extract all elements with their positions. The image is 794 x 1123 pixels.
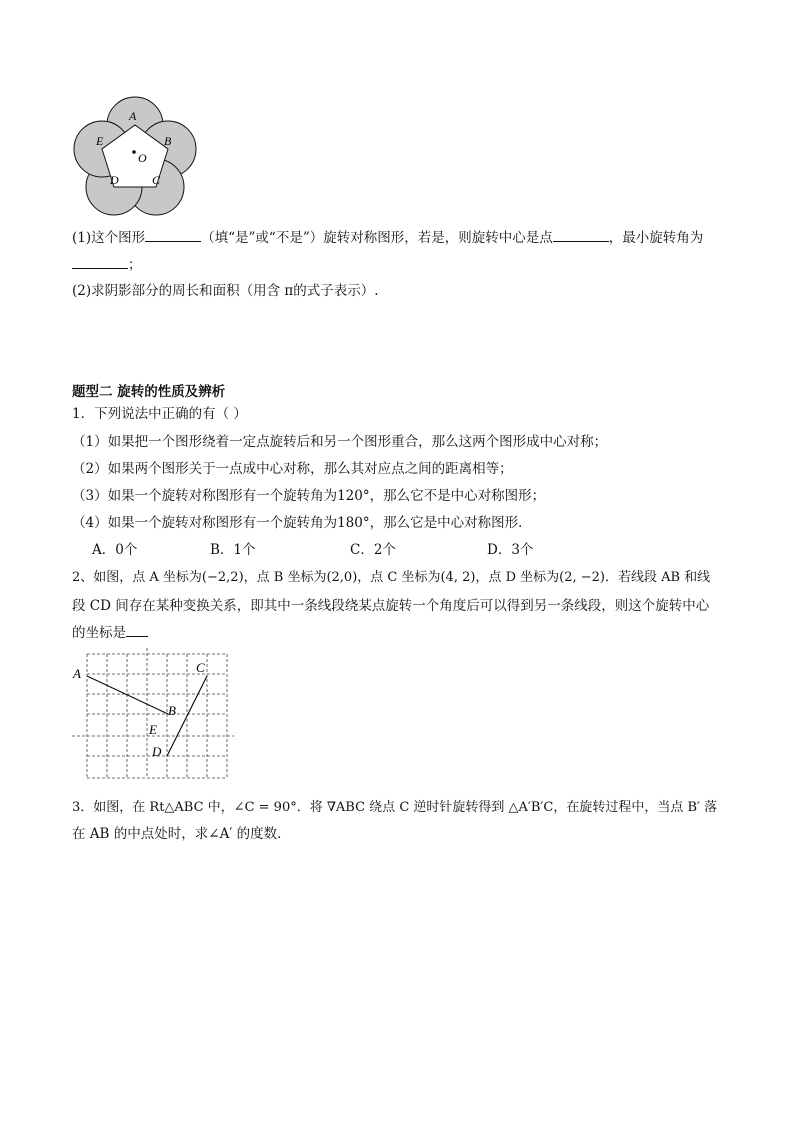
q1-option-b[interactable]: B．1个 [210, 542, 256, 558]
q3-line2: 在 AB 的中点处时，求∠A′ 的度数． [72, 826, 291, 842]
label-d: D [110, 173, 119, 187]
q1-option-c[interactable]: C．2个 [350, 542, 396, 558]
blank-2[interactable] [553, 227, 609, 242]
q1-item-4: （4）如果一个旋转对称图形有一个旋转角为180°，那么它是中心对称图形． [72, 515, 532, 531]
q2-line2: 段 CD 间存在某种变换关系，即其中一条线段绕某点旋转一个角度后可以得到另一条线段，则这个旋转中心 [72, 598, 710, 614]
label-c: C [152, 173, 161, 187]
question-part2: (2)求阴影部分的周长和面积（用含 π的式子表示）. [72, 283, 379, 299]
q1-item-3: （3）如果一个旋转对称图形有一个旋转角为120°，那么它不是中心对称图形； [72, 488, 546, 504]
center-point-o [132, 150, 136, 154]
question-part1-line2 [72, 253, 142, 273]
grid-label-d: D [152, 744, 162, 759]
pentagon-figure [72, 96, 202, 216]
question-part1-line1 [72, 226, 703, 246]
grid-label-a: A [73, 666, 81, 681]
q2-answer-blank[interactable] [126, 622, 148, 637]
q1-option-d[interactable]: D．3个 [487, 542, 534, 558]
grid-label-e: E [149, 722, 157, 737]
blank-1[interactable] [145, 227, 201, 242]
q1-option-a[interactable]: A．0个 [92, 542, 138, 558]
part1-end: ； [128, 257, 142, 273]
part1-b: （填“是”或“不是”）旋转对称图形，若是，则旋转中心是点 [201, 230, 553, 246]
q3-line1: 3．如图，在 Rt△ABC 中，∠C = 90°．将 ∇ABC 绕点 C 逆时针旋转得到 △A′B′C，在旋转过程中，当点 B′ 落 [72, 800, 718, 815]
q1-item-2: （2）如果两个图形关于一点成中心对称，那么其对应点之间的距离相等； [72, 461, 513, 477]
label-o: O [138, 151, 147, 165]
q1-stem: 1．下列说法中正确的有（ ） [72, 406, 247, 422]
label-a: A [129, 109, 137, 123]
label-b: B [164, 134, 172, 148]
grid-label-c: C [196, 660, 205, 675]
part1-a: (1)这个图形 [72, 230, 146, 246]
section-title: 题型二 旋转的性质及辨析 [72, 384, 226, 400]
q2-line1: 2、如图，点 A 坐标为(−2,2)，点 B 坐标为(2,0)，点 C 坐标为(4, 2)，点 D 坐标为(2, −2)．若线段 AB 和线 [72, 570, 711, 585]
label-e: E [96, 134, 104, 148]
segment-ab [87, 676, 168, 714]
q1-item-1: （1）如果把一个图形绕着一定点旋转后和另一个图形重合，那么这两个图形成中心对称； [72, 434, 608, 450]
grid-figure [72, 648, 242, 783]
blank-3[interactable] [72, 254, 128, 269]
grid-label-b: B [168, 703, 176, 718]
part1-c: ，最小旋转角为 [608, 230, 704, 246]
q2-line3-text: 的坐标是 [72, 625, 126, 641]
q2-line3 [72, 621, 148, 641]
